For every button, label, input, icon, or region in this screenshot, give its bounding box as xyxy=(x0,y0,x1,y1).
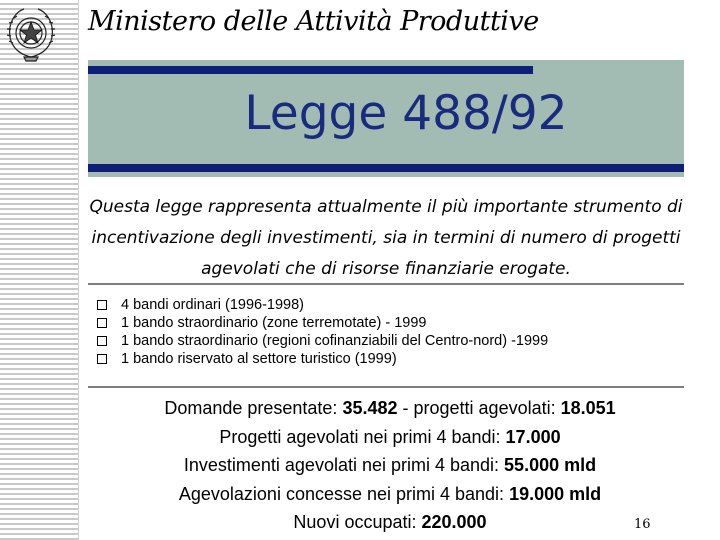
slide-title: Legge 488/92 xyxy=(244,86,568,141)
stat-line-applications: Domande presentate: 35.482 - progetti agevolati: 18.051 xyxy=(164,398,616,418)
list-item-text: 1 bando straordinario (zone terremotate) - 1999 xyxy=(121,315,427,331)
divider-bottom xyxy=(88,386,684,388)
title-bar-top xyxy=(88,66,533,74)
stat-value: 19.000 mld xyxy=(509,483,602,504)
striped-sidebar xyxy=(0,0,78,540)
stat-line-incentives: Agevolazioni concesse nei primi 4 bandi: 19.000 mld xyxy=(178,483,602,504)
italian-republic-emblem-icon xyxy=(4,3,58,63)
stat-value: 35.482 xyxy=(342,398,398,418)
list-item xyxy=(97,314,548,332)
checkbox-bullet-icon xyxy=(97,300,107,310)
stat-value: 17.000 xyxy=(505,426,561,447)
list-item xyxy=(97,296,548,314)
stat-line-projects: Progetti agevolati nei primi 4 bandi: 17.000 xyxy=(219,426,561,447)
stat-value: 220.000 xyxy=(421,512,487,532)
list-item xyxy=(97,350,548,368)
stat-value: 55.000 mld xyxy=(504,455,597,475)
sidebar-divider xyxy=(78,0,79,540)
checkbox-bullet-icon xyxy=(97,354,107,364)
intro-paragraph: Questa legge rappresenta attualmente il più importante strumento di incentivazione degli investimenti, sia in termini di numero di progetti agevolati che di risorse finanziarie erogate. xyxy=(89,197,683,279)
stats-block xyxy=(88,394,692,537)
checkbox-bullet-icon xyxy=(97,336,107,346)
list-item xyxy=(97,332,548,350)
bullet-list xyxy=(97,296,548,368)
page-number: 16 xyxy=(634,517,651,532)
title-bar-bottom xyxy=(88,164,684,172)
list-item-text: 1 bando riservato al settore turistico (1999) xyxy=(121,351,397,367)
stat-line-employment: Nuovi occupati: 220.000 xyxy=(293,512,487,532)
divider-top xyxy=(88,283,684,285)
list-item-text: 1 bando straordinario (regioni cofinanziabili del Centro-nord) -1999 xyxy=(121,333,549,349)
stat-value: 18.051 xyxy=(560,398,616,418)
stat-line-investments: Investimenti agevolati nei primi 4 bandi: 55.000 mld xyxy=(183,455,597,475)
list-item-text: 4 bandi ordinari (1996-1998) xyxy=(121,297,304,313)
checkbox-bullet-icon xyxy=(97,318,107,328)
ministry-header: Ministero delle Attività Produttive xyxy=(88,6,539,37)
